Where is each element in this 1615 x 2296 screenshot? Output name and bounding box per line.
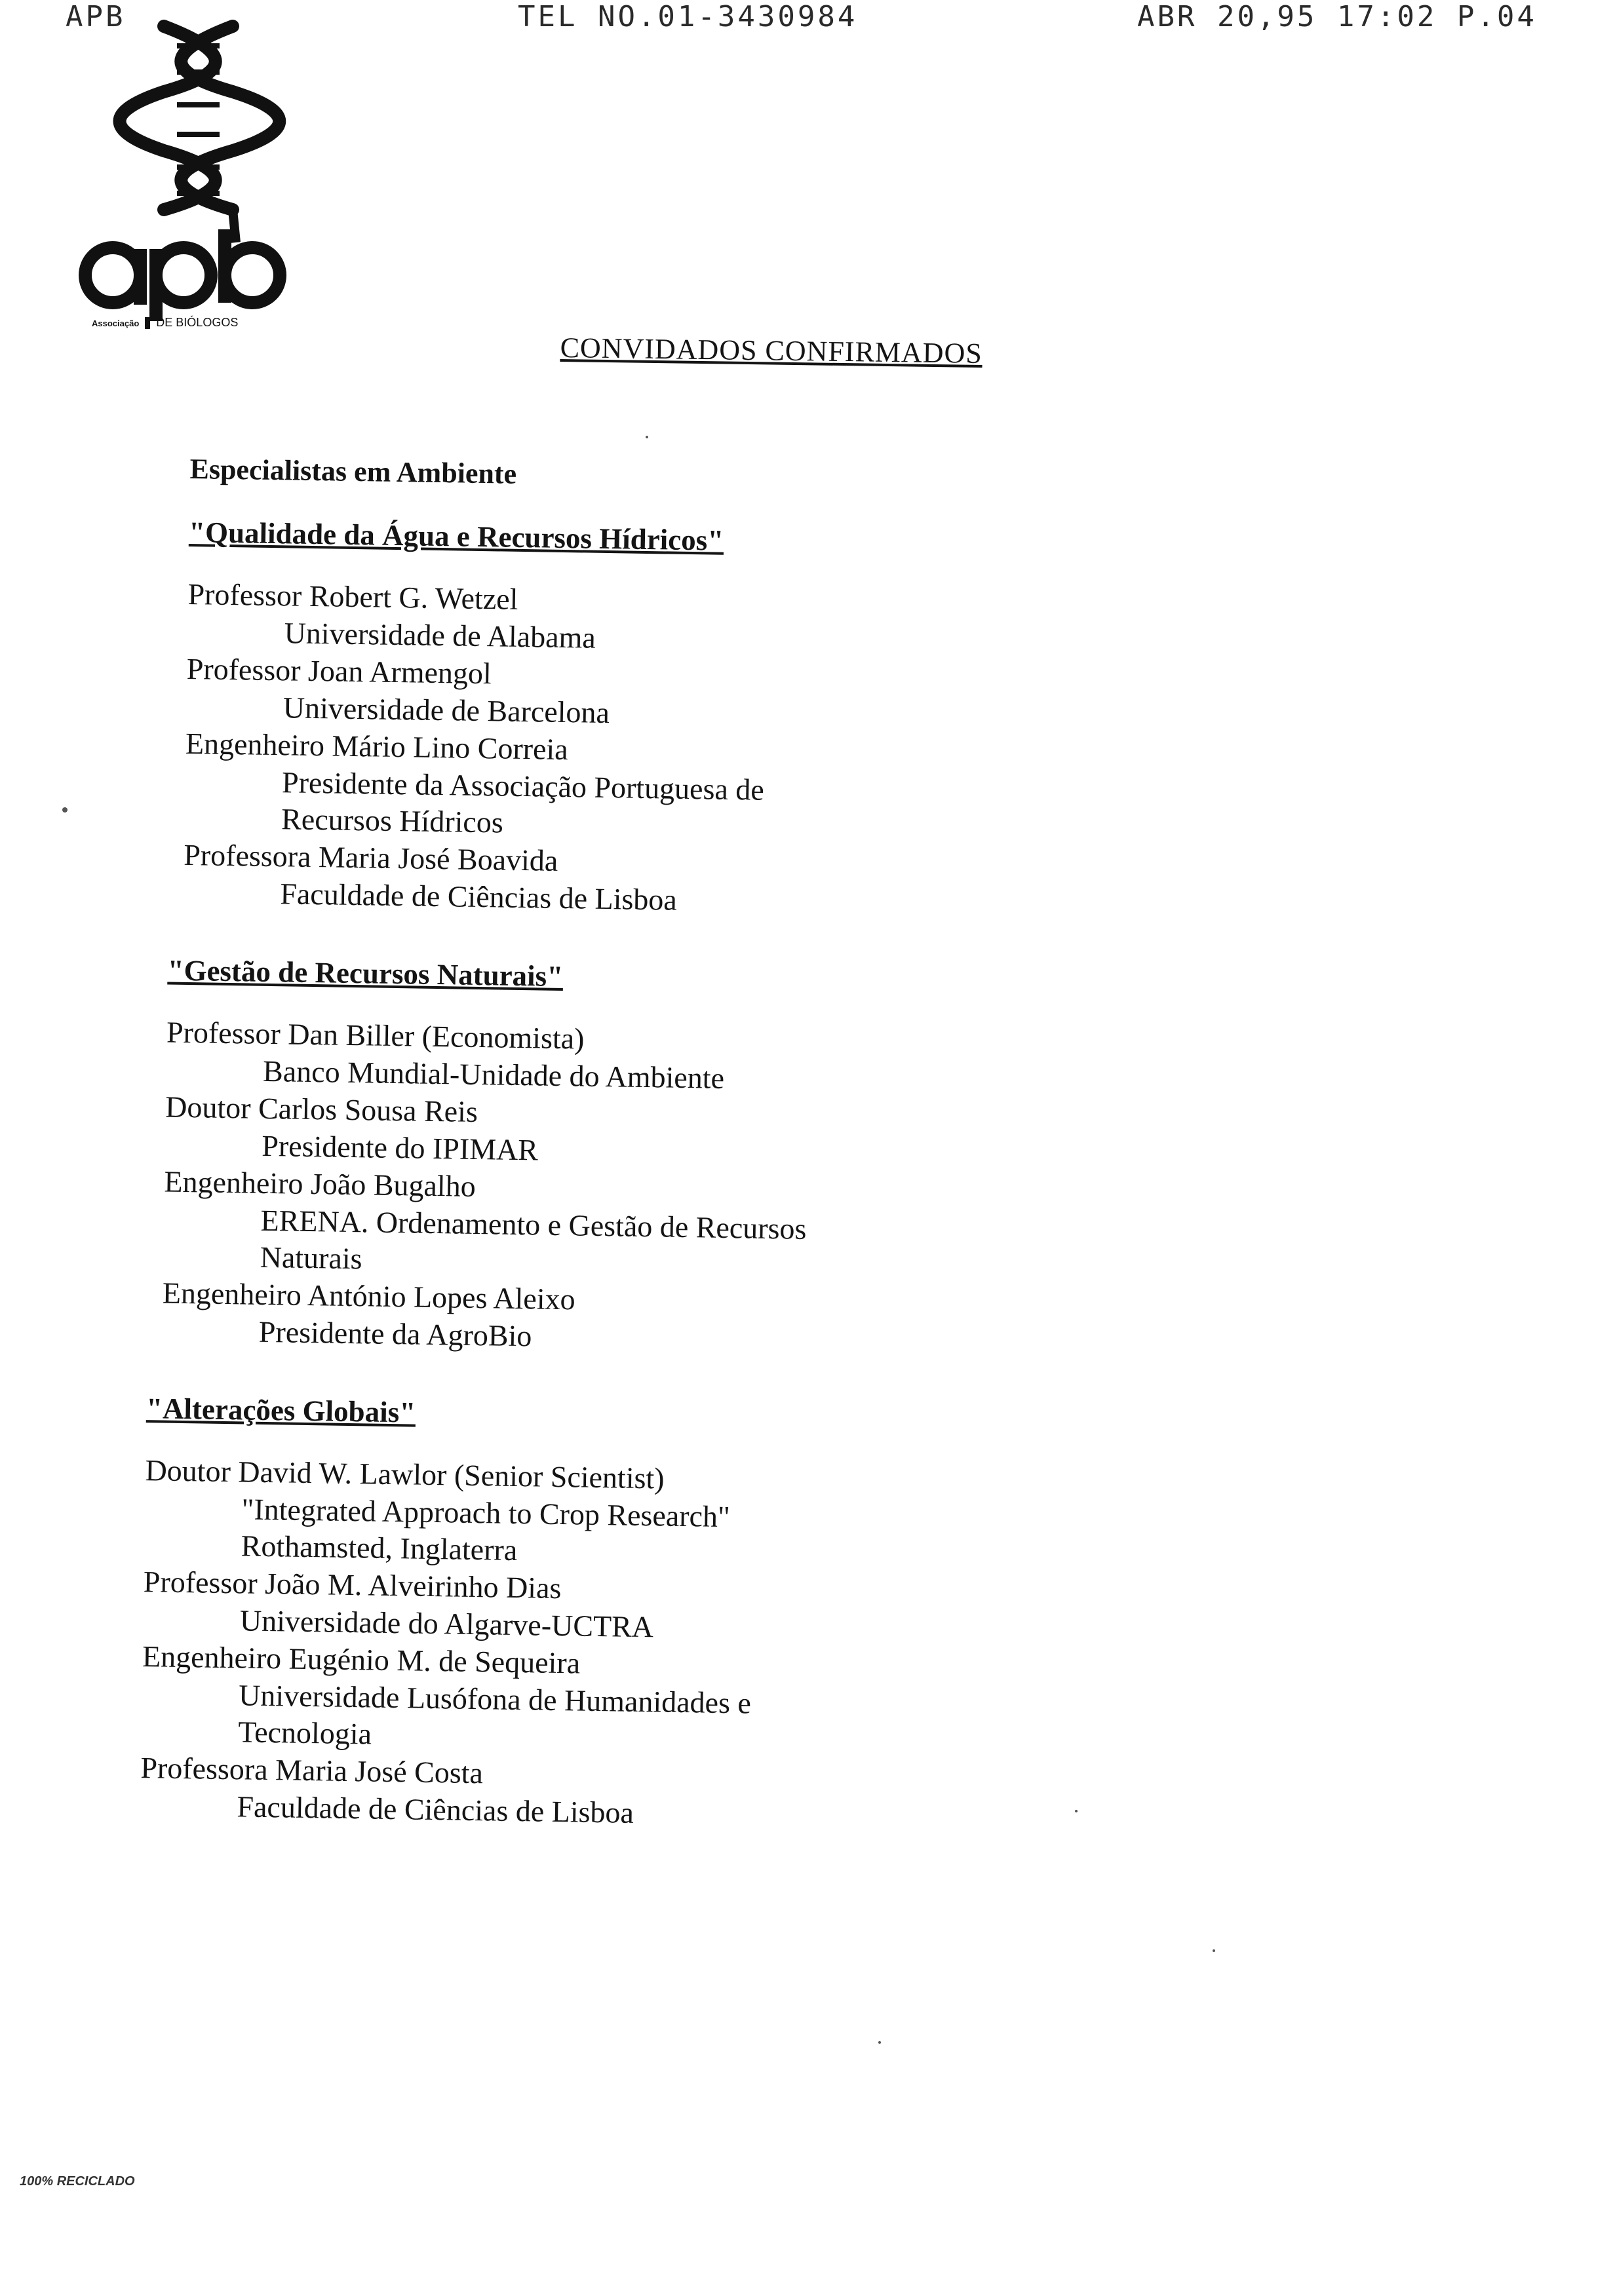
guest-name: Engenheiro António Lopes Aleixo [162, 1276, 576, 1316]
guest-affiliation: Presidente do IPIMAR [261, 1128, 539, 1167]
guest-name: Engenheiro Eugénio M. de Sequeira [142, 1639, 581, 1680]
section-title: "Gestão de Recursos Naturais" [167, 953, 564, 993]
document-title: CONVIDADOS CONFIRMADOS [560, 331, 983, 370]
guest-affiliation: Faculdade de Ciências de Lisboa [280, 877, 678, 917]
dna-helix-icon [120, 26, 280, 210]
guest-affiliation: Universidade de Alabama [284, 616, 596, 655]
section-title: "Qualidade da Água e Recursos Hídricos" [188, 515, 724, 557]
guest-affiliation: Banco Mundial-Unidade do Ambiente [262, 1054, 725, 1095]
section-title: "Alterações Globais" [146, 1392, 416, 1429]
guest-affiliation: "Integrated Approach to Crop Research" [241, 1492, 731, 1534]
guest-affiliation: Presidente da AgroBio [258, 1314, 532, 1353]
guest-name: Doutor David W. Lawlor (Senior Scientist) [145, 1453, 665, 1495]
fax-date-time-page: ABR 20,95 17:02 P.04 [1137, 0, 1537, 33]
section-natural-resources [161, 953, 1296, 1367]
guest-affiliation: Rothamsted, Inglaterra [241, 1529, 518, 1567]
apb-logo [79, 13, 295, 334]
guest-name: Engenheiro João Bugalho [164, 1164, 477, 1203]
guest-affiliation: Universidade Lusófona de Humanidades e [238, 1678, 752, 1720]
guest-entry [163, 1163, 1293, 1292]
scan-speck [62, 807, 68, 813]
recycled-paper-mark: 100% RECICLADO [20, 2174, 135, 2189]
guest-name: Professor João M. Alveirinho Dias [143, 1565, 562, 1605]
guest-list [140, 452, 1304, 1884]
guest-name: Professor Dan Biller (Economista) [166, 1015, 585, 1056]
guest-name: Professor Joan Armengol [186, 651, 492, 691]
guest-name: Professora Maria José Costa [140, 1751, 484, 1790]
guest-affiliation: Tecnologia [237, 1715, 372, 1751]
scan-speck [646, 436, 648, 438]
guest-name: Professora Maria José Boavida [183, 837, 558, 877]
scan-speck [1213, 1949, 1215, 1952]
fax-sender: APB [66, 0, 126, 33]
guest-name: Engenheiro Mário Lino Correia [185, 726, 569, 767]
fax-phone-number: TEL NO.01-3430984 [518, 0, 858, 33]
guest-affiliation: Presidente da Associação Portuguesa de [281, 765, 765, 807]
logo-tagline-main: DE BIÓLOGOS [156, 316, 239, 329]
guest-affiliation: ERENA. Ordenamento e Gestão de Recursos [260, 1203, 807, 1246]
guest-affiliation: Recursos Hídricos [281, 802, 504, 839]
scan-speck [1075, 1810, 1078, 1812]
guest-affiliation: Faculdade de Ciências de Lisboa [237, 1789, 634, 1829]
logo-tagline-small: Associação [92, 318, 140, 328]
guest-entry [141, 1637, 1285, 1767]
section-water-quality [183, 515, 1303, 928]
logo-tagline [92, 316, 238, 330]
guest-affiliation: Naturais [260, 1240, 362, 1276]
guest-affiliation: Universidade de Barcelona [282, 691, 610, 730]
category-heading: Especialistas em Ambiente [189, 452, 517, 490]
guest-name: Professor Robert G. Wetzel [187, 577, 518, 616]
guest-name: Doutor Carlos Sousa Reis [165, 1090, 478, 1129]
guest-entry [144, 1451, 1288, 1580]
guest-entry [184, 725, 1300, 854]
section-global-change [140, 1391, 1289, 1841]
scan-speck [878, 2041, 881, 2044]
guest-affiliation: Universidade do Algarve-UCTRA [239, 1603, 654, 1644]
